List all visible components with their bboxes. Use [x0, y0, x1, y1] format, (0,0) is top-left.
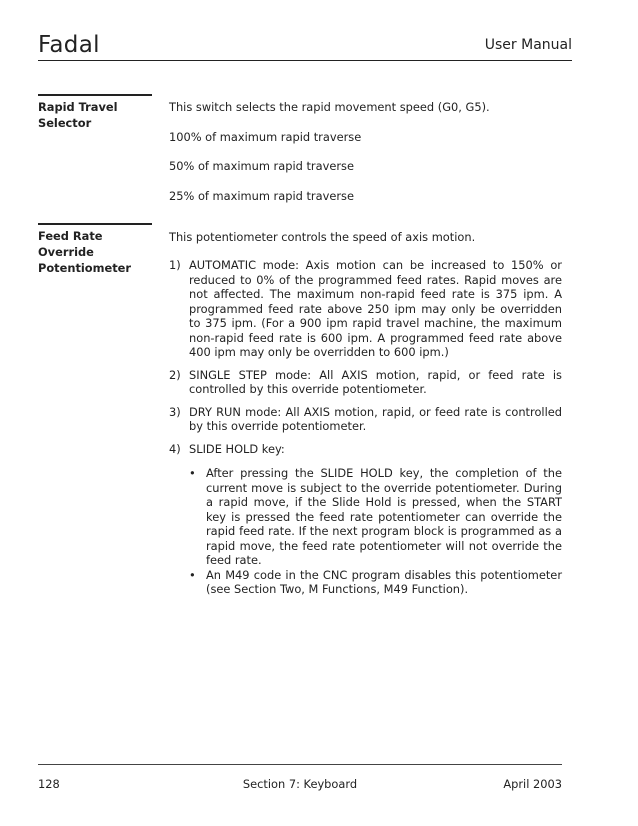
feed-section-label: Feed Rate Override Potentiometer: [38, 229, 132, 275]
item-number: 3): [169, 404, 181, 419]
page-header: [38, 30, 572, 61]
bullet-dot: •: [189, 466, 196, 480]
slide-hold-bullet-2: [169, 568, 562, 597]
item-text: AUTOMATIC mode: Axis motion can be increased to 150% or reduced to 0% of the programmed feed rates. Rapid moves are not affected. The maximum non-rapid feed rate is 375 ipm. A programmed feed rate above 250 ipm may only be overridden to 375 ipm. (For a 900 ipm rapid travel machine, the maximum non-rapid feed rate is 600 ipm. A programmed feed rate above 400 ipm may only be overridden to 600 ipm.): [189, 258, 562, 359]
bullet-text: After pressing the SLIDE HOLD key, the completion of the current move is subject to the override potentiometer. During a rapid move, if the Slide Hold is pressed, when the START key is pressed the feed rate potentiometer can override the rapid feed rate. If the next program block is programmed as a rapid move, the feed rate potentiometer will not override the feed rate.: [206, 466, 562, 567]
manual-title: User Manual: [484, 37, 572, 53]
feed-item-single-step: [169, 368, 562, 397]
brand-logo-text: Fadal: [38, 32, 100, 58]
item-text: SINGLE STEP mode: All AXIS motion, rapid, or feed rate is controlled by this override potentiometer.: [189, 367, 562, 396]
rapid-option-50: 50% of maximum rapid traverse: [169, 159, 354, 173]
feed-item-automatic: [169, 258, 562, 360]
bullet-text: An M49 code in the CNC program disables this potentiometer (see Section Two, M Functions, M49 Function).: [206, 567, 562, 596]
item-text: SLIDE HOLD key:: [189, 441, 285, 456]
rapid-option-100: 100% of maximum rapid traverse: [169, 130, 362, 144]
item-text: DRY RUN mode: All AXIS motion, rapid, or feed rate is controlled by this override potentiometer.: [189, 404, 562, 433]
bullet-dot: •: [189, 567, 196, 582]
feed-item-list: [169, 258, 562, 597]
item-number: 2): [169, 367, 181, 382]
rapid-section-label: Rapid Travel Selector: [38, 100, 118, 130]
page-number: 128: [38, 777, 60, 791]
feed-intro: This potentiometer controls the speed of axis motion.: [169, 230, 476, 244]
rapid-option-25: 25% of maximum rapid traverse: [169, 189, 354, 203]
feed-item-slide-hold: [169, 442, 562, 457]
rapid-section-rule: [38, 94, 152, 96]
item-number: 1): [169, 258, 181, 272]
publication-date: April 2003: [503, 777, 562, 791]
rapid-intro: This switch selects the rapid movement speed (G0, G5).: [169, 100, 490, 114]
item-number: 4): [169, 441, 181, 456]
slide-hold-bullet-1: [169, 466, 562, 568]
feed-section-rule: [38, 223, 152, 225]
section-title: Section 7: Keyboard: [242, 777, 358, 791]
page-footer: [38, 764, 562, 793]
feed-item-dry-run: [169, 405, 562, 434]
